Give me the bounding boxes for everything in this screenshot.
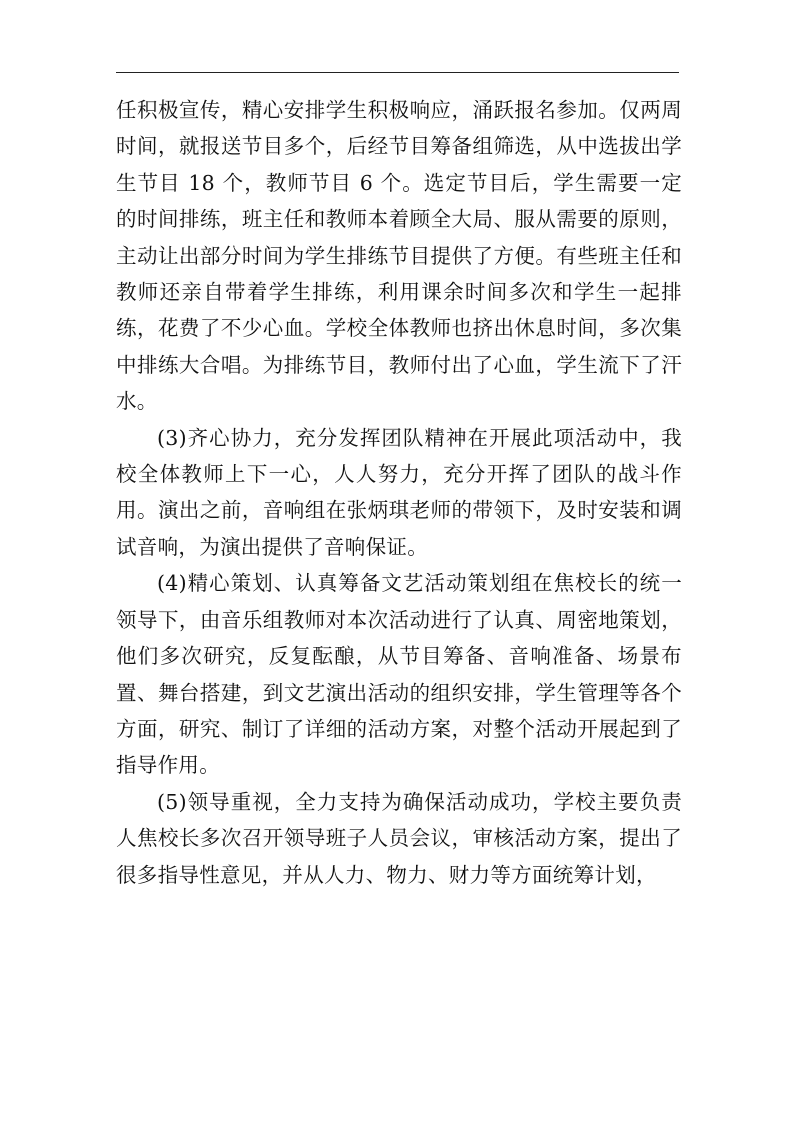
header-rule bbox=[116, 72, 679, 73]
paragraph-rehearsal-summary: 任积极宣传，精心安排学生积极响应，涌跃报名参加。仅两周时间，就报送节目多个，后经节目筹备组筛选，从中选拔出学生节目 18 个，教师节目 6 个。选定节目后，学生需要一定的时间排练，班主任和教师本着顾全大局、服从需要的原则，主动让出部分时间为学生排练节目提供了方便。有些班主任和教师还亲自带着学生排练，利用课余时间多次和学生一起排练，花费了不少心血。学校全体教师也挤出休息时间，多次集中排练大合唱。为排练节目，教师付出了心血，学生流下了汗水。 bbox=[116, 98, 682, 414]
paragraph-teamwork: (3)齐心协力，充分发挥团队精神在开展此项活动中，我校全体教师上下一心，人人努力，充分开挥了团队的战斗作用。演出之前，音响组在张炳琪老师的带领下，及时安装和调试音响，为演出提供了音响保证。 bbox=[116, 425, 682, 559]
paragraph-planning: (4)精心策划、认真筹备文艺活动策划组在焦校长的统一领导下，由音乐组教师对本次活动进行了认真、周密地策划，他们多次研究，反复酝酿，从节目筹备、音响准备、场景布置、舞台搭建，到文艺演出活动的组织安排，学生管理等各个方面，研究、制订了详细的活动方案，对整个活动开展起到了指导作用。 bbox=[116, 571, 682, 778]
document-body bbox=[116, 92, 682, 893]
paragraph-leadership: (5)领导重视，全力支持为确保活动成功，学校主要负责人焦校长多次召开领导班子人员会议，审核活动方案，提出了很多指导性意见，并从人力、物力、财力等方面统筹计划， bbox=[116, 789, 682, 887]
